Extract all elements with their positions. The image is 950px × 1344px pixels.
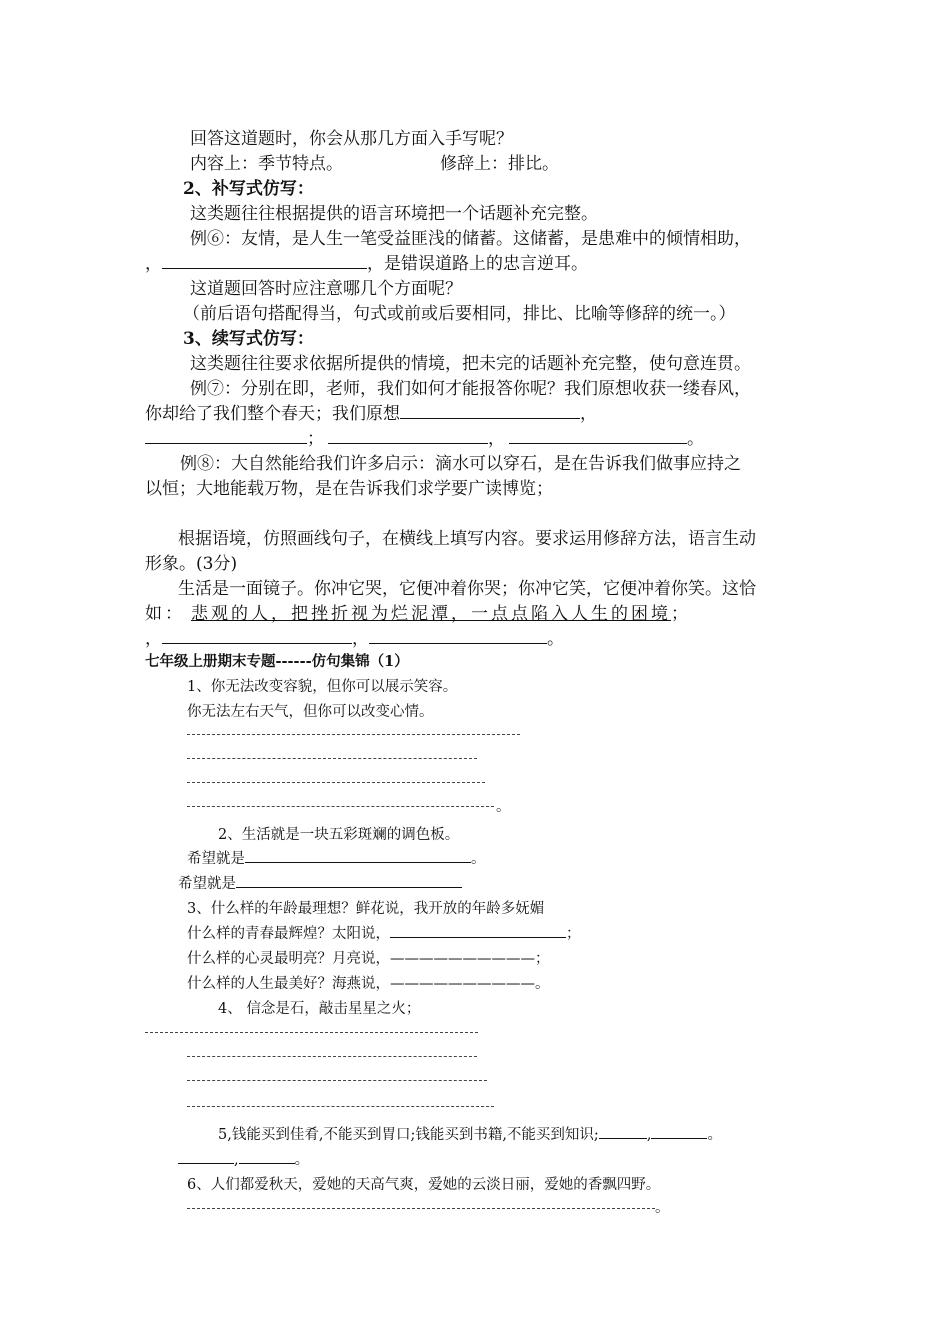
- text-fragment: 什么样的青春最辉煌？太阳说，: [187, 926, 390, 942]
- blank-line: [145, 429, 307, 444]
- question-line: 4、 信念是石，敲击星星之火；: [218, 1001, 421, 1017]
- answer-dash-line: [187, 1056, 477, 1057]
- text-line: 内容上：季节特点。: [190, 154, 343, 174]
- text-fragment: ，是错误道路上的忠言逆耳。: [367, 254, 588, 274]
- blank-line: [162, 629, 352, 644]
- blank-line: [239, 1151, 295, 1164]
- answer-dash-line: [187, 1080, 487, 1081]
- punct: 。: [547, 629, 564, 649]
- blank-line: [236, 875, 462, 888]
- question-line: 6、人们都爱秋天，爱她的天高气爽，爱她的云淡日丽，爱她的香飘四野。: [187, 1177, 661, 1193]
- answer-dash-line: [187, 734, 520, 735]
- example-line: [145, 428, 704, 450]
- blank-line: [245, 850, 471, 863]
- answer-dash-line: [187, 806, 494, 807]
- section-heading: 2、补写式仿写：: [183, 179, 314, 199]
- answer-dash-line: [187, 1208, 655, 1209]
- text-line: [145, 603, 691, 625]
- punct: ,: [234, 1152, 239, 1168]
- question-line: [218, 1125, 722, 1145]
- text-line: 回答这道题时，你会从那几方面入手写呢？: [190, 129, 513, 149]
- text-fragment: 希望就是: [187, 851, 245, 867]
- text-line: 修辞上：排比。: [440, 154, 559, 174]
- punct: 。: [496, 799, 511, 815]
- blank-line: [328, 429, 488, 444]
- blank-line: [599, 1126, 647, 1139]
- question-line: 什么样的心灵最明亮？月亮说，——————————；: [187, 951, 550, 967]
- punct: 。: [294, 1152, 310, 1168]
- punct: ，: [145, 629, 162, 649]
- text-line: [145, 628, 564, 650]
- answer-dash-line: [145, 1032, 478, 1033]
- question-line: 2、生活就是一块五彩斑斓的调色板。: [218, 827, 460, 843]
- page-title: 七年级上册期末专题------仿句集锦（1）: [145, 653, 409, 670]
- question-line: [178, 1150, 309, 1170]
- task-line: 根据语境，仿照画线句子，在横线上填写内容。要求运用修辞方法，语言生动: [178, 529, 756, 549]
- answer-dash-line: [187, 1106, 494, 1107]
- blank-line: [400, 404, 580, 419]
- punct: ；: [566, 926, 581, 942]
- question-line: [178, 874, 462, 894]
- example-line: [145, 253, 588, 275]
- answer-dash-line: [187, 782, 485, 783]
- section-heading: 3、续写式仿写：: [183, 329, 314, 349]
- underlined-sentence: 悲观的人，把挫折视为烂泥潭，一点点陷入人生的困境: [191, 604, 671, 624]
- example-line: 例⑦：分别在即，老师，我们如何才能报答你呢？我们原想收获一缕春风，: [190, 379, 751, 399]
- text-fragment: 如：: [145, 604, 185, 624]
- question-line: 什么样的人生最美好？海燕说，——————————。: [187, 976, 550, 992]
- blank-line: [369, 629, 547, 644]
- example-line: 例⑧：大自然能给我们许多启示：滴水可以穿石，是在告诉我们做事应持之: [180, 454, 741, 474]
- blank-line: [509, 429, 687, 444]
- question-line: 你无法左右天气，但你可以改变心情。: [187, 704, 434, 720]
- punct: ，: [580, 404, 597, 424]
- text-line: 这类题往往根据提供的语言环境把一个话题补充完整。: [190, 204, 598, 224]
- answer-dash-line: [187, 758, 477, 759]
- punct: 。: [687, 429, 704, 449]
- punct: ,: [646, 1127, 652, 1143]
- blank-line: [162, 254, 367, 269]
- text-line: 这道题回答时应注意哪几个方面呢？: [190, 279, 462, 299]
- punct: 。: [655, 1200, 670, 1216]
- punct: ；: [671, 604, 691, 624]
- text-line: （前后语句搭配得当，句式或前或后要相同，排比、比喻等修辞的统一。）: [183, 304, 736, 324]
- punct: ，: [145, 254, 162, 274]
- blank-line: [390, 925, 566, 938]
- text-fragment: 希望就是: [178, 876, 236, 892]
- punct: 。: [471, 851, 486, 867]
- blank-line: [178, 1151, 234, 1164]
- text-line: 生活是一面镜子。你冲它哭，它便冲着你哭；你冲它笑，它便冲着你笑。这恰: [178, 579, 756, 599]
- question-line: [187, 849, 486, 869]
- example-line: 以恒；大地能载万物，是在告诉我们求学要广读博览；: [145, 479, 553, 499]
- punct: ，: [488, 429, 505, 449]
- punct: ，: [352, 629, 369, 649]
- text-line: 这类题往往要求依据所提供的情境，把未完的话题补充完整，使句意连贯。: [190, 354, 751, 374]
- punct: ；: [307, 429, 324, 449]
- punct: 。: [707, 1127, 722, 1143]
- question-line: 3、什么样的年龄最理想？鲜花说，我开放的年龄多妩媚: [187, 901, 545, 917]
- text-fragment: 你却给了我们整个春天；我们原想: [145, 404, 400, 424]
- example-line: 例⑥：友情，是人生一笔受益匪浅的储蓄。这储蓄，是患难中的倾情相助，: [190, 229, 751, 249]
- task-line: 形象。(3分): [145, 554, 238, 574]
- question-line: 1、你无法改变容貌，但你可以展示笑容。: [187, 679, 458, 695]
- example-line: [145, 403, 597, 425]
- blank-line: [651, 1126, 707, 1139]
- question-line: [187, 924, 581, 944]
- text-fragment: 5,钱能买到佳肴,不能买到胃口;钱能买到书籍,不能买到知识;: [218, 1127, 599, 1143]
